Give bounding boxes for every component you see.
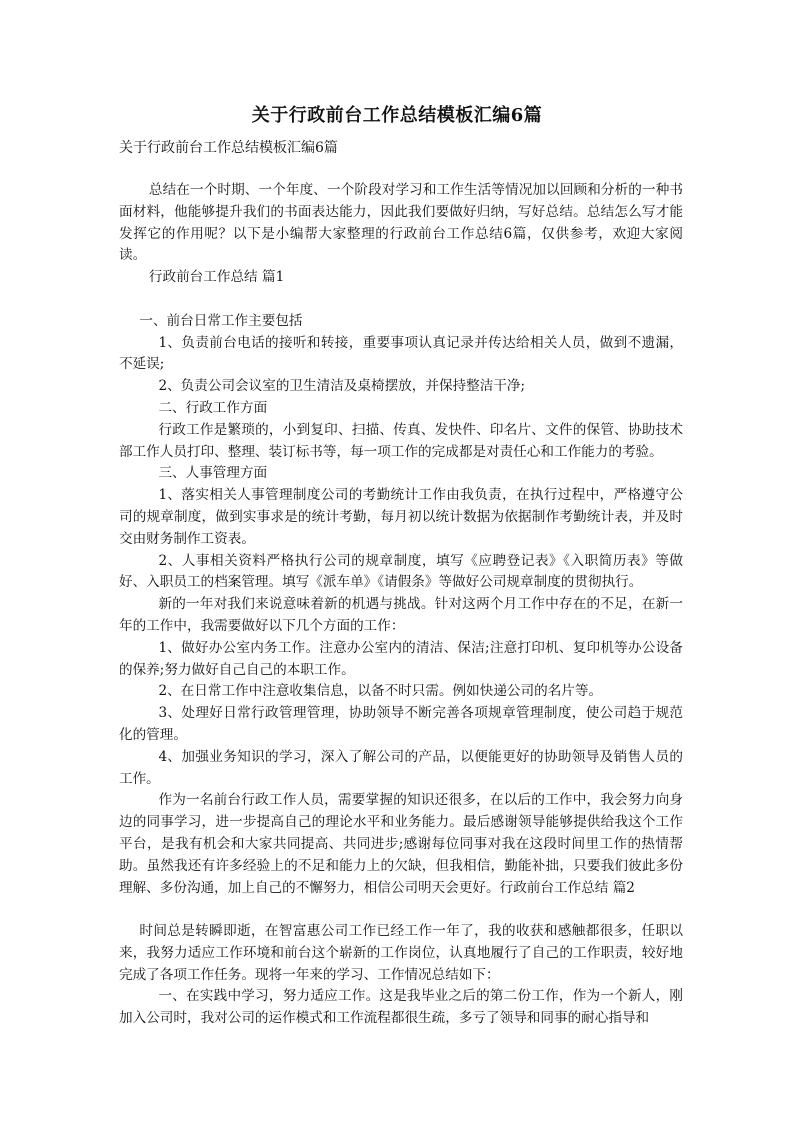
section1-item1: 1、负责前台电话的接听和转接，重要事项认真记录并传达给相关人员，做到不遗漏，不延误; [119, 334, 683, 373]
paragraph-gap [119, 289, 683, 311]
part2-intro: 时间总是转瞬即逝，在智富惠公司工作已经工作一年了，我的收获和感触都很多，任职以来，我努力适应工作环境和前台这个崭新的工作岗位，认真地履行了自己的工作职责，较好地完成了各项工作任务。现将一年来的学习、工作情况总结如下： [119, 923, 683, 983]
plan-item3: 3、处理好日常行政管理管理，协助领导不断完善各项规章管理制度，使公司趋于规范化的管理。 [119, 705, 683, 743]
closing-paragraph: 作为一名前台行政工作人员，需要掌握的知识还很多，在以后的工作中，我会努力向身边的同事学习，进一步提高自己的理论水平和业务能力。最后感谢领导能够提供给我这个工作平台，是我有机会和大家共同提高、共同进步;感谢每位同事对我在这段时间里工作的热情帮助。虽然我还有许多经验上的不足和能力上的欠缺，但我相信，勤能补拙，只要我们彼此多份理解、多份沟通，加上自己的不懈努力，相信公司明天会更好。行政前台工作总结 篇2 [119, 792, 683, 896]
part1-heading: 行政前台工作总结 篇1 [148, 269, 285, 286]
plan-item2: 2、在日常工作中注意收集信息，以备不时只需。例如快递公司的名片等。 [158, 683, 603, 700]
section3-heading: 三、人事管理方面 [158, 465, 268, 482]
part2-section1: 一、在实践中学习，努力适应工作。这是我毕业之后的第二份工作，作为一个新人，刚加入公司时，我对公司的运作模式和工作流程都很生疏，多亏了领导和同事的耐心指导和 [119, 988, 683, 1027]
section2-text: 行政工作是繁琐的，小到复印、扫描、传真、发快件、印名片、文件的保管、协助技术部工作人员打印、整理、装订标书等，每一项工作的完成都是对责任心和工作能力的考验。 [119, 421, 683, 460]
document-title: 关于行政前台工作总结模板汇编6篇 [251, 105, 543, 126]
paragraph-gap [119, 899, 683, 921]
document-body [119, 180, 683, 1030]
section2-heading: 二、行政工作方面 [158, 399, 268, 416]
section1-item2: 2、负责公司会议室的卫生清洁及桌椅摆放，并保持整洁干净; [158, 378, 526, 395]
intro-paragraph: 总结在一个时期、一个年度、一个阶段对学习和工作生活等情况加以回顾和分析的一种书面材料，他能够提升我们的书面表达能力，因此我们要做好归纳，写好总结。总结怎么写才能发挥它的作用呢？以下是小编帮大家整理的行政前台工作总结6篇，仅供参考，欢迎大家阅读。 [119, 182, 683, 264]
section1-heading: 一、前台日常工作主要包括 [139, 312, 303, 329]
plan-item1: 1、做好办公室内务工作。注意办公室内的清洁、保洁;注意打印机、复印机等办公设备的保养;努力做好自己自己的本职工作。 [119, 639, 683, 678]
section3-item2: 2、人事相关资料严格执行公司的规章制度，填写《应聘登记表》《入职简历表》等做好、入职员工的档案管理。填写《派车单》《请假条》等做好公司规章制度的贯彻执行。 [119, 552, 683, 591]
section3-item1: 1、落实相关人事管理制度公司的考勤统计工作由我负责，在执行过程中，严格遵守公司的规章制度，做到实事求是的统计考勤，每月初以统计数据为依据制作考勤统计表，并及时交由财务制作工资表。 [119, 487, 683, 547]
new-year-paragraph: 新的一年对我们来说意味着新的机遇与挑战。针对这两个月工作中存在的不足，在新一年的工作中，我需要做好以下几个方面的工作： [119, 596, 683, 634]
plan-item4: 4、加强业务知识的学习，深入了解公司的产品，以便能更好的协助领导及销售人员的工作。 [119, 748, 683, 787]
document-subtitle: 关于行政前台工作总结模板汇编6篇 [119, 140, 338, 156]
